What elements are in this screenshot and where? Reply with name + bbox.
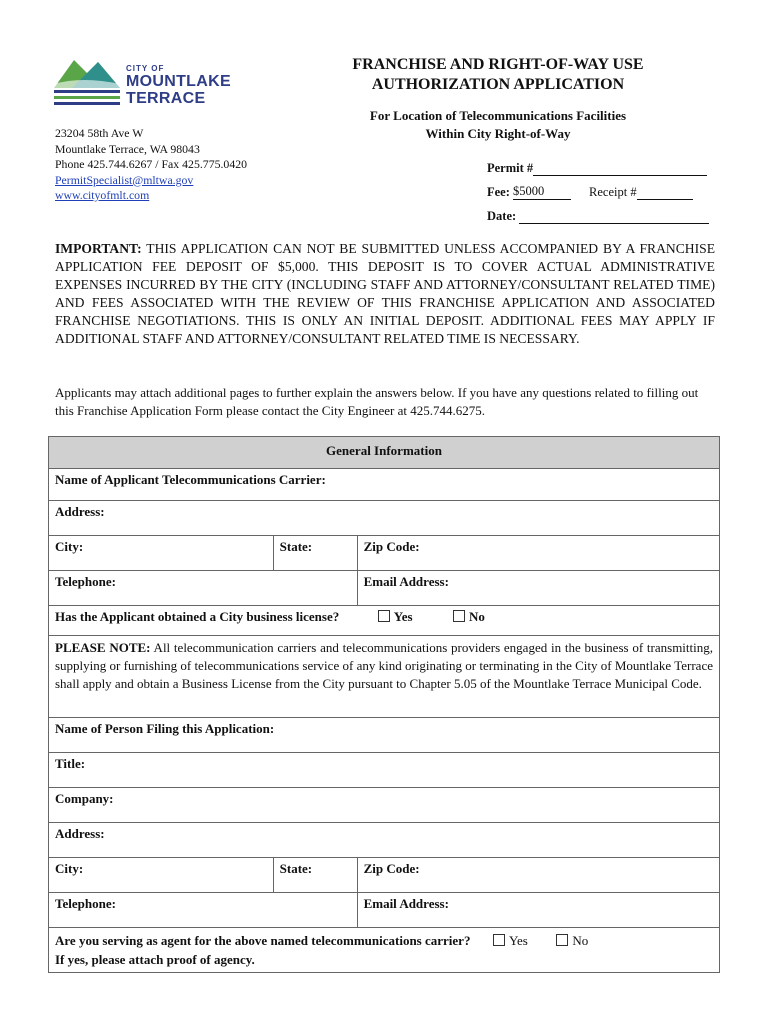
carrier-zip-label: Zip Code: xyxy=(363,539,420,554)
yes-label: Yes xyxy=(393,609,413,624)
filer-telephone-field[interactable] xyxy=(49,893,358,928)
receipt-label: Receipt # xyxy=(589,185,637,199)
carrier-email-label: Email Address: xyxy=(363,574,449,589)
important-notice xyxy=(55,240,715,348)
filer-company-label: Company: xyxy=(55,791,114,806)
filer-email-label: Email Address: xyxy=(363,896,449,911)
contact-phone-fax: Phone 425.744.6267 / Fax 425.775.0420 xyxy=(55,157,248,171)
document-title-block xyxy=(300,55,696,143)
permit-label: Permit # xyxy=(487,161,534,175)
filer-address-field[interactable] xyxy=(49,823,720,858)
permit-number-field[interactable] xyxy=(533,161,707,176)
carrier-zip-field[interactable] xyxy=(357,536,719,571)
agent-no-option[interactable] xyxy=(556,933,588,948)
checkbox-icon[interactable] xyxy=(556,934,568,946)
fee-value: $5000 xyxy=(513,184,571,200)
filer-title-label: Title: xyxy=(55,756,86,771)
carrier-city-field[interactable] xyxy=(49,536,274,571)
subtitle-line2: Within City Right-of-Way xyxy=(425,126,571,141)
title-line1: FRANCHISE AND RIGHT-OF-WAY USE xyxy=(352,56,644,73)
agent-yes-option[interactable] xyxy=(493,933,528,948)
permit-box xyxy=(487,152,717,224)
contact-street: 23204 58th Ave W xyxy=(55,126,144,140)
carrier-address-field[interactable] xyxy=(49,501,720,536)
carrier-telephone-field[interactable] xyxy=(49,571,358,606)
carrier-name-field[interactable] xyxy=(49,469,720,501)
contact-website-link[interactable]: www.cityofmlt.com xyxy=(55,188,150,202)
agent-no-label: No xyxy=(572,933,589,948)
filer-telephone-label: Telephone: xyxy=(55,896,116,911)
filer-zip-label: Zip Code: xyxy=(363,861,420,876)
fee-label: Fee: xyxy=(487,185,510,199)
business-license-yes-option[interactable] xyxy=(378,609,413,624)
carrier-name-label: Name of Applicant Telecommunications Carrier: xyxy=(55,472,326,487)
receipt-number-field[interactable] xyxy=(637,185,693,200)
title-line2: AUTHORIZATION APPLICATION xyxy=(371,76,625,93)
agent-question: Are you serving as agent for the above named telecommunications carrier? xyxy=(55,933,471,948)
agent-proof-note: If yes, please attach proof of agency. xyxy=(55,952,255,967)
business-license-row xyxy=(49,606,720,636)
business-license-question: Has the Applicant obtained a City business license? xyxy=(55,609,340,624)
contact-city: Mountlake Terrace, WA 98043 xyxy=(55,141,200,156)
important-lead: IMPORTANT: xyxy=(55,241,142,256)
filer-city-label: City: xyxy=(55,861,84,876)
filer-zip-field[interactable] xyxy=(357,858,719,893)
logo-city-of: CITY OF xyxy=(126,64,165,73)
filer-email-field[interactable] xyxy=(357,893,719,928)
contact-info xyxy=(55,126,247,204)
filer-name-label: Name of Person Filing this Application: xyxy=(55,721,275,736)
checkbox-icon[interactable] xyxy=(453,610,465,622)
please-note-text xyxy=(49,636,720,718)
carrier-email-field[interactable] xyxy=(357,571,719,606)
logo-name-line1: MOUNTLAKE xyxy=(126,73,231,90)
please-note-body: All telecommunication carriers and telecommunications providers engaged in the business of transmitting, supplying or furnishing of telecommunications service of any kind originating or terminating in the City of Mountlake Terrace shall apply and obtain a Business License from the City pursuant to Chapter 5.05 of the Mountlake Terrace Municipal Code. xyxy=(55,640,714,691)
filer-company-field[interactable] xyxy=(49,788,720,823)
carrier-state-label: State: xyxy=(279,539,313,554)
carrier-address-label: Address: xyxy=(55,504,105,519)
checkbox-icon[interactable] xyxy=(378,610,390,622)
carrier-city-label: City: xyxy=(55,539,84,554)
filer-title-field[interactable] xyxy=(49,753,720,788)
filer-city-field[interactable] xyxy=(49,858,274,893)
logo-wordmark xyxy=(126,64,231,107)
date-label: Date: xyxy=(487,209,517,223)
agent-yes-label: Yes xyxy=(508,933,528,948)
filer-address-label: Address: xyxy=(55,826,105,841)
general-information-form xyxy=(48,436,720,973)
agent-row xyxy=(49,928,720,973)
checkbox-icon[interactable] xyxy=(493,934,505,946)
contact-email-link[interactable]: PermitSpecialist@mltwa.gov xyxy=(55,172,194,187)
date-field[interactable] xyxy=(519,209,709,224)
carrier-state-field[interactable] xyxy=(273,536,357,571)
no-label: No xyxy=(469,609,485,624)
section-title: General Information xyxy=(49,437,720,469)
important-text: THIS APPLICATION CAN NOT BE SUBMITTED UNLESS ACCOMPANIED BY A FRANCHISE APPLICATION FEE DEPOSIT OF $5,000. THIS DEPOSIT IS TO COVER ACTUAL ADMINISTRATIVE EXPENSES INCURRED BY THE CITY (INCLUDING STAFF AND ATTORNEY/CONSULTANT RELATED TIME) AND FEES ASSOCIATED WITH THE REVIEW OF THIS FRANCHISE APPLICATION AND ASSOCIATED FRANCHISE NEGOTIATIONS. THIS IS ONLY AN INITIAL DEPOSIT. ADDITIONAL FEES MAY APPLY IF ADDITIONAL STAFF AND ATTORNEY/CONSULTANT RELATED TIME IS NECESSARY. xyxy=(55,241,715,346)
business-license-no-option[interactable] xyxy=(453,609,485,624)
filer-state-field[interactable] xyxy=(273,858,357,893)
please-note-lead: PLEASE NOTE: xyxy=(55,640,151,655)
logo-name-line2: TERRACE xyxy=(126,90,206,107)
filer-state-label: State: xyxy=(279,861,313,876)
carrier-telephone-label: Telephone: xyxy=(55,574,116,589)
subtitle-line1: For Location of Telecommunications Facilities xyxy=(369,108,627,123)
instructions-text: Applicants may attach additional pages to further explain the answers below. If you have any questions related to filling out this Franchise Application Form please contact the City Engineer at 425.744.6275. xyxy=(55,385,699,418)
filer-name-field[interactable] xyxy=(49,718,720,753)
